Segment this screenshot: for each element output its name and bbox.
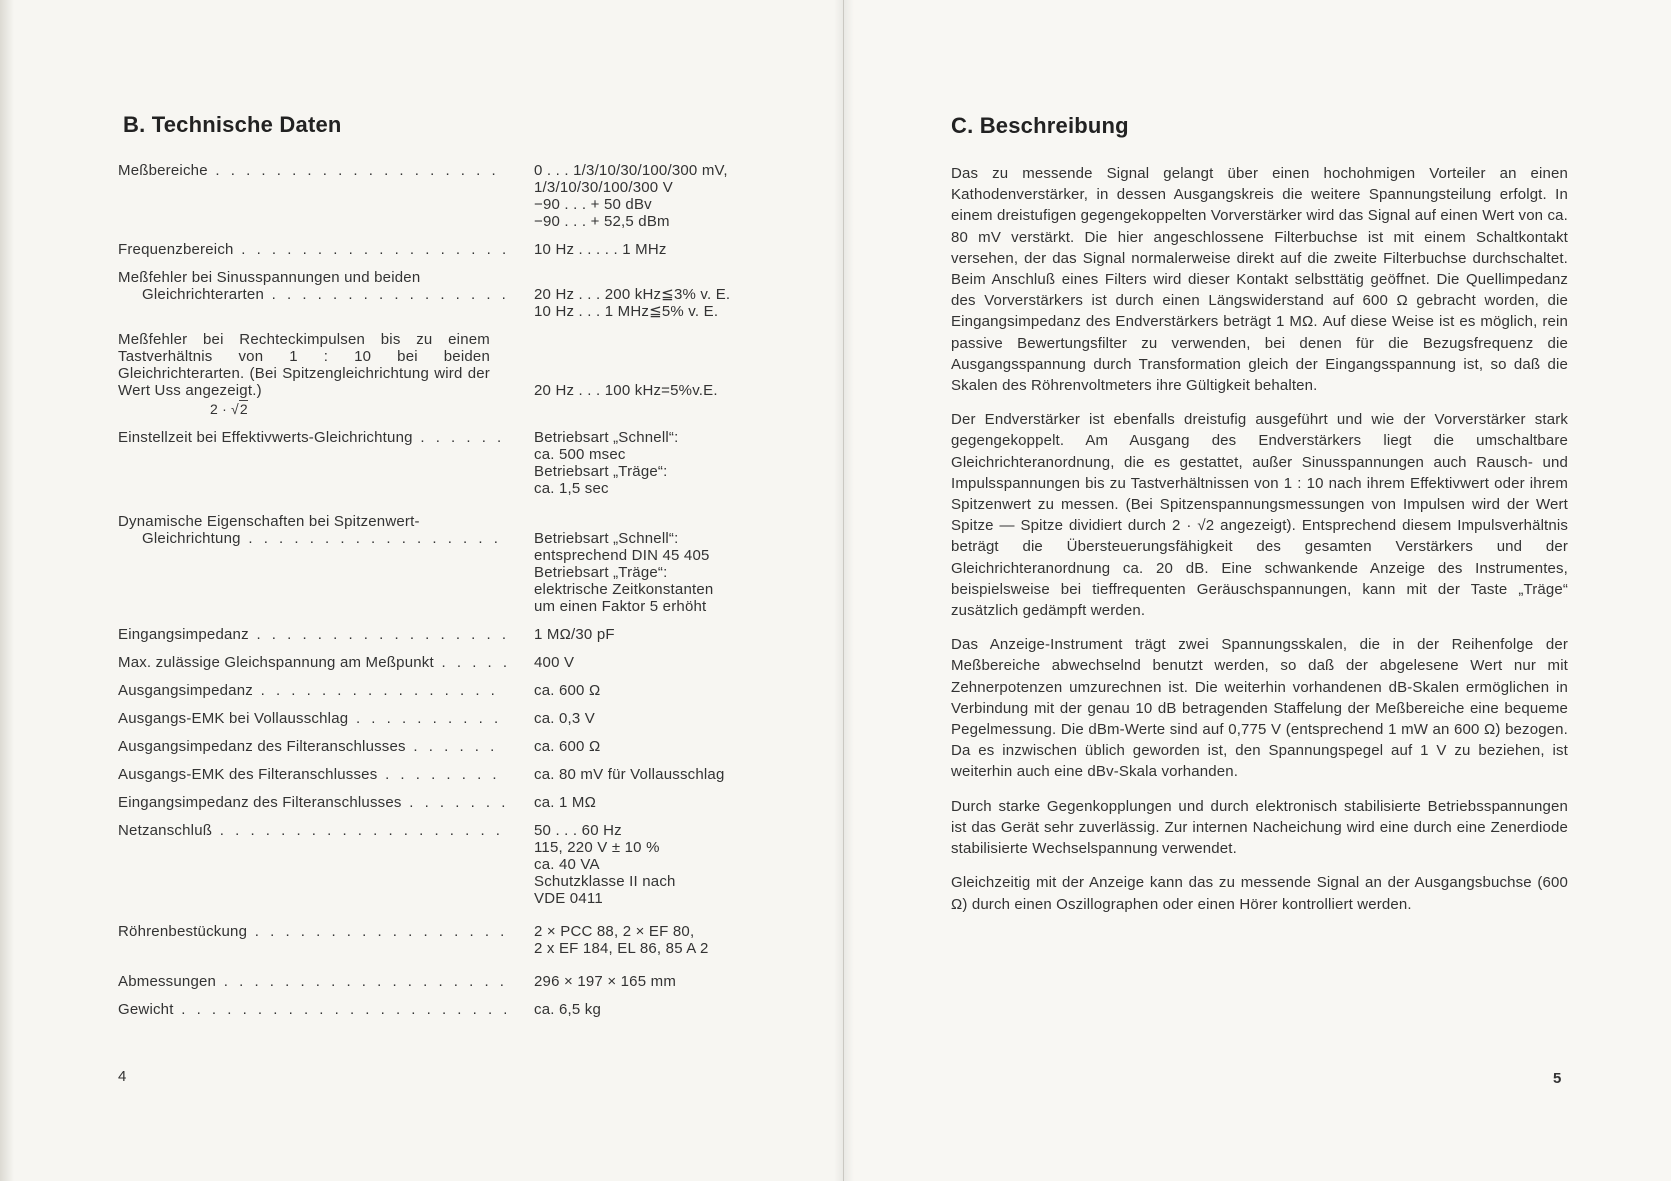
- spec-row: [118, 766, 758, 783]
- spec-value: 296 × 197 × 165 mm: [534, 973, 677, 990]
- spec-label: Ausgangs-EMK des Filteranschlusses . . .: [118, 766, 506, 783]
- spec-value: 20 Hz . . . 100 kHz=5%v.E.: [534, 382, 718, 399]
- spec-row: [118, 822, 758, 907]
- page-number-left: 4: [118, 1068, 127, 1085]
- spec-label: Dynamische Eigenschaften bei Spitzenwert-: [118, 513, 420, 530]
- spec-label: Eingangsimpedanz des Filteranschlusses . . .: [118, 794, 506, 811]
- spec-table: [118, 162, 758, 1029]
- spec-label: Netzanschluß . . .: [118, 822, 506, 839]
- spec-value: 2 × PCC 88, 2 × EF 80, 2 x EF 184, EL 86, 85 A 2: [534, 923, 709, 957]
- spec-row: [118, 794, 758, 811]
- spec-value: 400 V: [534, 654, 575, 671]
- description-text: [951, 163, 1568, 928]
- spec-row: [118, 738, 758, 755]
- spec-row: [118, 682, 758, 699]
- spec-row: [118, 923, 758, 957]
- sqrt-formula: 2 · √2: [210, 401, 248, 417]
- spec-label: Meßbereiche . . .: [118, 162, 506, 179]
- spec-label: Ausgangs-EMK bei Vollausschlag . . .: [118, 710, 506, 727]
- spec-value: 50 . . . 60 Hz 115, 220 V ± 10 % ca. 40 VA Schutzklasse II nach VDE 0411: [534, 822, 676, 907]
- spec-row: [118, 626, 758, 643]
- spec-label: Meßfehler bei Rechteckimpulsen bis zu einem Tastverhältnis von 1 : 10 bei beiden Gleichrichterarten. (Bei Spitzengleichrichtung wird der Wert Uss angezeigt.): [118, 331, 490, 399]
- spec-value: Betriebsart „Schnell“: ca. 500 msec Betriebsart „Träge“: ca. 1,5 sec: [534, 429, 679, 497]
- spec-label: Ausgangsimpedanz . . .: [118, 682, 506, 699]
- spec-row: [118, 429, 758, 497]
- section-title-technische-daten: B. Technische Daten: [123, 112, 342, 137]
- paragraph: Der Endverstärker ist ebenfalls dreistufig ausgeführt und wie der Vorverstärker stark gegengekoppelt. Am Ausgang des Endverstärkers liegt die umschaltbare Gleichrichteranordnung, die es gestattet, außer Sinusspannungen auch Rausch- und Impulsspannungen bis zu Tastverhältnissen von 1 : 10 nach ihrem Effektivwert oder ihrem Spitzenwert zu messen. (Bei Spitzenspannungsmessungen von Impulsen wird der Wert Spitze — Spitze dividiert durch 2 · √2 angezeigt). Entsprechend diesem Impulsverhältnis beträgt die Übersteuerungsfähigkeit des gesamten Verstärkers und der Gleichrichteranordnung ca. 20 dB. Eine schwankende Anzeige des Instrumentes, beispielsweise bei tieffrequenten Geräuschspannungen, kann mit der Taste „Träge“ zusätzlich gedämpft werden.: [951, 411, 1568, 620]
- sqrt-icon: √: [231, 401, 239, 417]
- paragraph: Das Anzeige-Instrument trägt zwei Spannungsskalen, die in der Reihenfolge der Meßbereiche abwechselnd benutzt werden, so daß der abgelesene Wert nur mit Zehnerpotenzen umzurechnen ist. Die weiterhin vorhandenen dB-Skalen ermöglichen in Verbindung mit der genau 10 dB betragenden Staffelung der Meßbereiche eine bequeme Pegelmessung. Die dBm-Werte sind auf 0,775 V (entsprechend 1 mW an 600 Ω) bezogen. Da es inzwischen üblich geworden ist, den Spannungspegel auf 1 V zu beziehen, ist weiterhin auch eine dBv-Skala vorhanden.: [951, 636, 1568, 781]
- book-gutter: [834, 0, 854, 1181]
- spec-value: ca. 0,3 V: [534, 710, 596, 727]
- spec-label: Abmessungen . . .: [118, 973, 506, 990]
- spec-value: ca. 600 Ω: [534, 682, 601, 699]
- spec-row: [118, 331, 758, 418]
- spec-row: [118, 654, 758, 671]
- spec-row: [118, 1001, 758, 1018]
- page-number-right: 5: [1553, 1070, 1562, 1087]
- section-title-beschreibung: C. Beschreibung: [951, 113, 1129, 138]
- spec-label: Röhrenbestückung . . .: [118, 923, 506, 940]
- spec-value: Betriebsart „Schnell“: entsprechend DIN 45 405 Betriebsart „Träge“: elektrische Zeitkonstanten um einen Faktor 5 erhöht: [534, 530, 714, 615]
- spec-label: Eingangsimpedanz . . .: [118, 626, 506, 643]
- spec-value: ca. 80 mV für Vollausschlag: [534, 766, 725, 783]
- spec-row: [118, 973, 758, 990]
- spec-value: 10 Hz . . . . . 1 MHz: [534, 241, 667, 258]
- spec-value: ca. 600 Ω: [534, 738, 601, 755]
- spec-label: Max. zulässige Gleichspannung am Meßpunkt . . .: [118, 654, 506, 671]
- paragraph: Durch starke Gegenkopplungen und durch elektronisch stabilisierte Betriebsspannungen ist das Gerät sehr zuverlässig. Zur internen Nacheichung wird eine durch eine Zenerdiode stabilisierte Wechselspannung verwendet.: [951, 797, 1568, 858]
- spec-label: Einstellzeit bei Effektivwerts-Gleichrichtung . . .: [118, 429, 506, 446]
- spec-value: 0 . . . 1/3/10/30/100/300 mV, 1/3/10/30/100/300 V −90 . . . + 50 dBv −90 . . . + 52,5 dBm: [534, 162, 728, 230]
- spec-row: [118, 162, 758, 230]
- spec-row: [118, 513, 758, 615]
- spec-label: Gewicht . . .: [118, 1001, 506, 1018]
- spec-value: ca. 6,5 kg: [534, 1001, 602, 1018]
- spec-row: [118, 269, 758, 320]
- paragraph: Das zu messende Signal gelangt über einen hochohmigen Vorteiler an einen Kathodenverstärker, in dessen Ausgangskreis die weitere Spannungsteilung erfolgt. In einem dreistufigen gegengekoppelten Vorverstärker wird das Signal auf einen Wert von ca. 80 mV verstärkt. Die hier angeschlossene Filterbuchse ist mit einem Schaltkontakt versehen, der das Signal normalerweise direkt auf die zweite Filterbuchse durchschaltet. Beim Anschluß eines Filters wird dieser Kontakt selbsttätig geöffnet. Die Quellimpedanz des Vorverstärkers ist durch einen Längswiderstand auf 600 Ω gebracht worden, die Eingangsimpedanz des Endverstärkers beträgt 1 MΩ. Auf diese Weise ist es möglich, rein passive Bewertungsfilter zu verwenden, bei denen für die Bezugsfrequenz die Ausgangsspannung durch Transformation gleich der Eingangsspannung ist, so daß die Skalen des Röhrenvoltmeters ihre Gültigkeit behalten.: [951, 165, 1568, 395]
- spec-label: Ausgangsimpedanz des Filteranschlusses . . .: [118, 738, 506, 755]
- spec-label-cont: Gleichrichtung . . .: [118, 530, 506, 547]
- spec-row: [118, 241, 758, 258]
- spec-label: Meßfehler bei Sinusspannungen und beiden: [118, 269, 421, 286]
- spec-label: Frequenzbereich . . .: [118, 241, 506, 258]
- spec-value: ca. 1 MΩ: [534, 794, 596, 811]
- spec-row: [118, 710, 758, 727]
- paragraph: Gleichzeitig mit der Anzeige kann das zu messende Signal an der Ausgangsbuchse (600 Ω) durch einen Oszillographen oder einen Hörer kontrolliert werden.: [951, 874, 1568, 913]
- spec-label-cont: Gleichrichterarten . . .: [118, 286, 506, 303]
- spec-value: 20 Hz . . . 200 kHz≦3% v. E. 10 Hz . . . 1 MHz≦5% v. E.: [534, 286, 731, 320]
- spec-value: 1 MΩ/30 pF: [534, 626, 615, 643]
